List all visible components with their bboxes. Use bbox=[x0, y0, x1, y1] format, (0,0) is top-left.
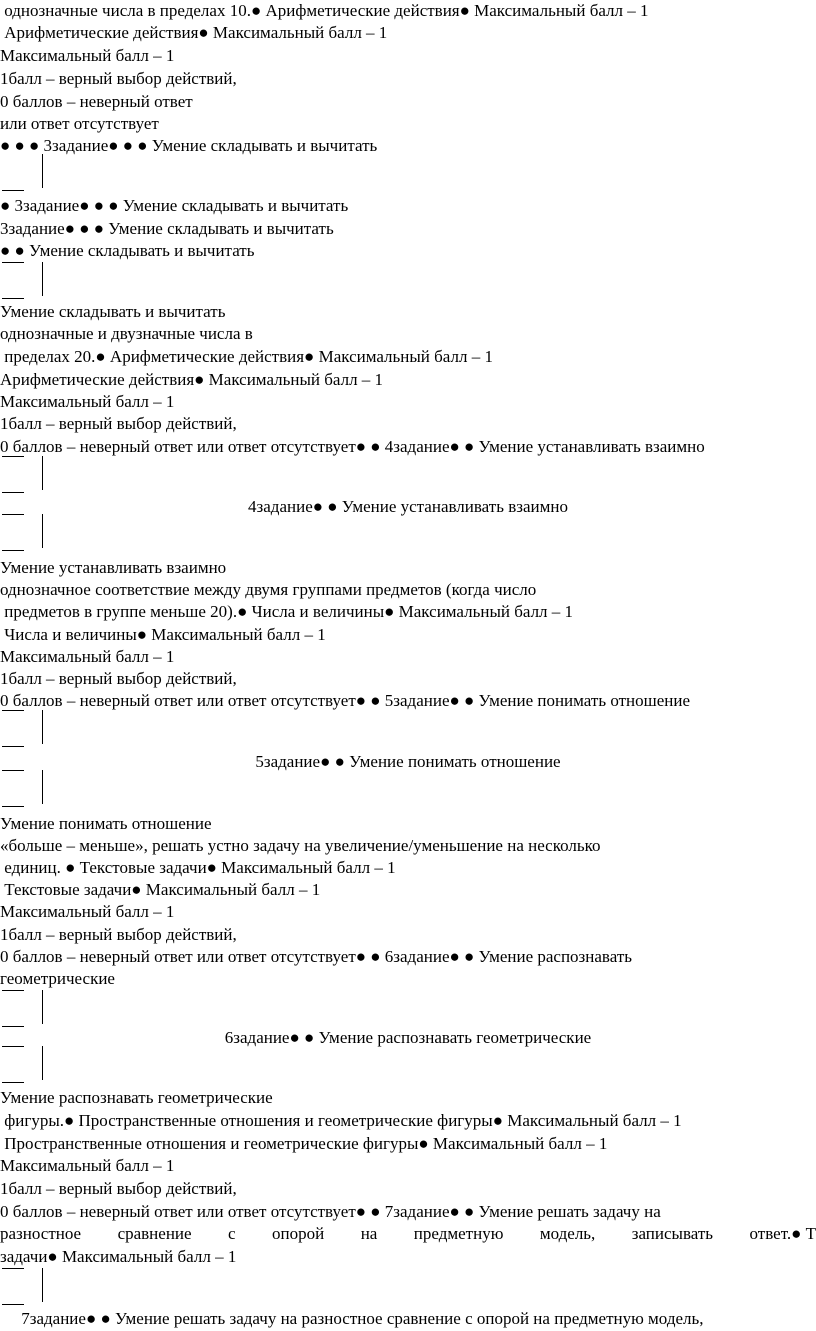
text-line: 0 баллов – неверный ответ или ответ отсутствует● ● 5задание● ● Умение понимать отношение bbox=[0, 691, 691, 710]
text-line: Максимальный балл – 1 bbox=[0, 392, 175, 411]
text-line: «больше – меньше», решать устно задачу на увеличение/уменьшение на несколько bbox=[0, 836, 601, 855]
text-line: однозначное соответствие между двумя группами предметов (когда число bbox=[0, 580, 537, 599]
word: на bbox=[360, 1224, 378, 1243]
word: опорой bbox=[272, 1224, 325, 1243]
word: ответ.● Т bbox=[749, 1224, 816, 1243]
centered-line: 4задание● ● Умение устанавливать взаимно bbox=[248, 497, 568, 516]
text-line: 1балл – верный выбор действий, bbox=[0, 414, 237, 433]
text-line: 0 баллов – неверный ответ или ответ отсутствует● ● 6задание● ● Умение распознавать bbox=[0, 947, 632, 966]
text-line: 0 баллов – неверный ответ bbox=[0, 92, 193, 111]
text-line: Числа и величины● Максимальный балл – 1 bbox=[0, 625, 326, 644]
text-line: однозначные и двузначные числа в bbox=[0, 324, 253, 343]
text-line: Арифметические действия● Максимальный балл – 1 bbox=[0, 23, 388, 42]
text-line: Текстовые задачи● Максимальный балл – 1 bbox=[0, 880, 321, 899]
text-line: 1балл – верный выбор действий, bbox=[0, 669, 237, 688]
text-line: Максимальный балл – 1 bbox=[0, 647, 175, 666]
text-line: Умение устанавливать взаимно bbox=[0, 558, 227, 577]
text-line: Максимальный балл – 1 bbox=[0, 1156, 175, 1175]
text-line: единиц. ● Текстовые задачи● Максимальный балл – 1 bbox=[0, 858, 396, 877]
text-line: Максимальный балл – 1 bbox=[0, 46, 175, 65]
text-line: геометрические bbox=[0, 969, 115, 988]
word: разностное bbox=[0, 1224, 82, 1243]
centered-line: 6задание● ● Умение распознавать геометрические bbox=[224, 1028, 592, 1047]
text-line: 0 баллов – неверный ответ или ответ отсутствует● ● 7задание● ● Умение решать задачу на bbox=[0, 1202, 661, 1221]
text-line: или ответ отсутствует bbox=[0, 114, 159, 133]
text-line: 3задание● ● ● Умение складывать и вычитать bbox=[0, 219, 334, 238]
text-line: Максимальный балл – 1 bbox=[0, 902, 175, 921]
text-line: 1балл – верный выбор действий, bbox=[0, 69, 237, 88]
text-line: предметов в группе меньше 20).● Числа и величины● Максимальный балл – 1 bbox=[0, 602, 574, 621]
word: с bbox=[228, 1224, 236, 1243]
text-line: ● ● ● 3задание● ● ● Умение складывать и вычитать bbox=[0, 136, 378, 155]
text-line: Умение распознавать геометрические bbox=[0, 1088, 273, 1107]
word: предметную bbox=[413, 1224, 504, 1243]
word: сравнение bbox=[117, 1224, 192, 1243]
justified-line bbox=[0, 1223, 816, 1245]
centered-line: 5задание● ● Умение понимать отношение bbox=[255, 752, 561, 771]
text-line: 1балл – верный выбор действий, bbox=[0, 925, 237, 944]
text-line: фигуры.● Пространственные отношения и геометрические фигуры● Максимальный балл – 1 bbox=[0, 1111, 682, 1130]
text-line: Умение складывать и вычитать bbox=[0, 302, 226, 321]
text-line: задачи● Максимальный балл – 1 bbox=[0, 1247, 237, 1266]
text-line: Умение понимать отношение bbox=[0, 814, 212, 833]
text-line: 0 баллов – неверный ответ или ответ отсутствует● ● 4задание● ● Умение устанавливать взаимно bbox=[0, 437, 705, 456]
text-line: ● ● Умение складывать и вычитать bbox=[0, 241, 255, 260]
text-line: однозначные числа в пределах 10.● Арифметические действия● Максимальный балл – 1 bbox=[0, 1, 649, 20]
word: записывать bbox=[631, 1224, 714, 1243]
text-line: Арифметические действия● Максимальный балл – 1 bbox=[0, 370, 384, 389]
text-line: 1балл – верный выбор действий, bbox=[0, 1179, 237, 1198]
word: модель, bbox=[539, 1224, 596, 1243]
text-line: Пространственные отношения и геометрические фигуры● Максимальный балл – 1 bbox=[0, 1134, 608, 1153]
text-line: ● 3задание● ● ● Умение складывать и вычитать bbox=[0, 196, 349, 215]
text-line: пределах 20.● Арифметические действия● Максимальный балл – 1 bbox=[0, 347, 493, 366]
text-line: 7задание● ● Умение решать задачу на разностное сравнение с опорой на предметную модель, bbox=[0, 1309, 704, 1328]
